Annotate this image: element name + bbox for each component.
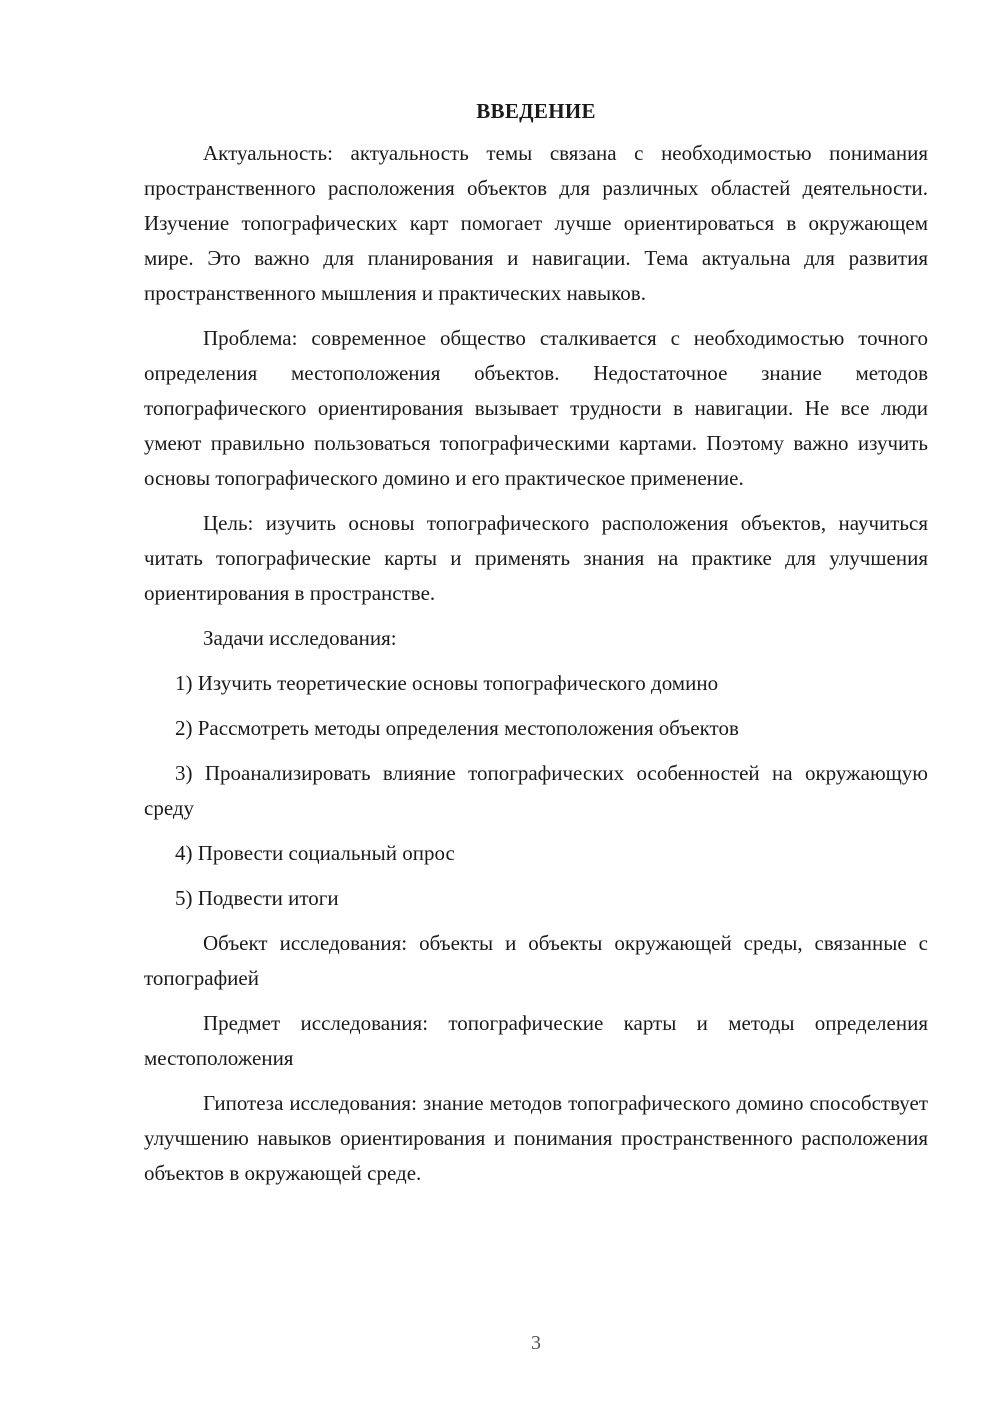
task-item: 2) Рассмотреть методы определения местоположения объектов	[175, 716, 739, 740]
task-item: 3) Проанализировать влияние топографических особенностей на окружающую среду	[144, 761, 928, 820]
task-item: 4) Провести социальный опрос	[175, 841, 455, 865]
problem-paragraph: Проблема: современное общество сталкивается с необходимостью точного определения местоположения объектов. Недостаточное знание методов топографического ориентирования вызывает трудности в навигации. Не все люди умеют правильно пользоваться топографическими картами. Поэтому важно изучить основы топографического домино и его практическое применение.	[144, 326, 928, 490]
tasks-heading: Задачи исследования:	[203, 626, 397, 650]
hypothesis-paragraph: Гипотеза исследования: знание методов топографического домино способствует улучшению навыков ориентирования и понимания пространственного расположения объектов в окружающей среде.	[144, 1091, 928, 1185]
relevance-paragraph: Актуальность: актуальность темы связана с необходимостью понимания пространственного расположения объектов для различных областей деятельности. Изучение топографических карт помогает лучше ориентироваться в окружающем мире. Это важно для планирования и навигации. Тема актуальна для развития пространственного мышления и практических навыков.	[144, 141, 928, 305]
document-page	[144, 96, 928, 1201]
page-number: 3	[531, 1332, 541, 1354]
page-title: ВВЕДЕНИЕ	[476, 99, 596, 123]
goal-paragraph: Цель: изучить основы топографического расположения объектов, научиться читать топографические карты и применять знания на практике для улучшения ориентирования в пространстве.	[144, 511, 928, 605]
task-item: 5) Подвести итоги	[175, 886, 339, 910]
subject-paragraph: Предмет исследования: топографические карты и методы определения местоположения	[144, 1011, 928, 1070]
object-paragraph: Объект исследования: объекты и объекты окружающей среды, связанные с топографией	[144, 931, 928, 990]
task-item: 1) Изучить теоретические основы топографического домино	[175, 671, 719, 695]
